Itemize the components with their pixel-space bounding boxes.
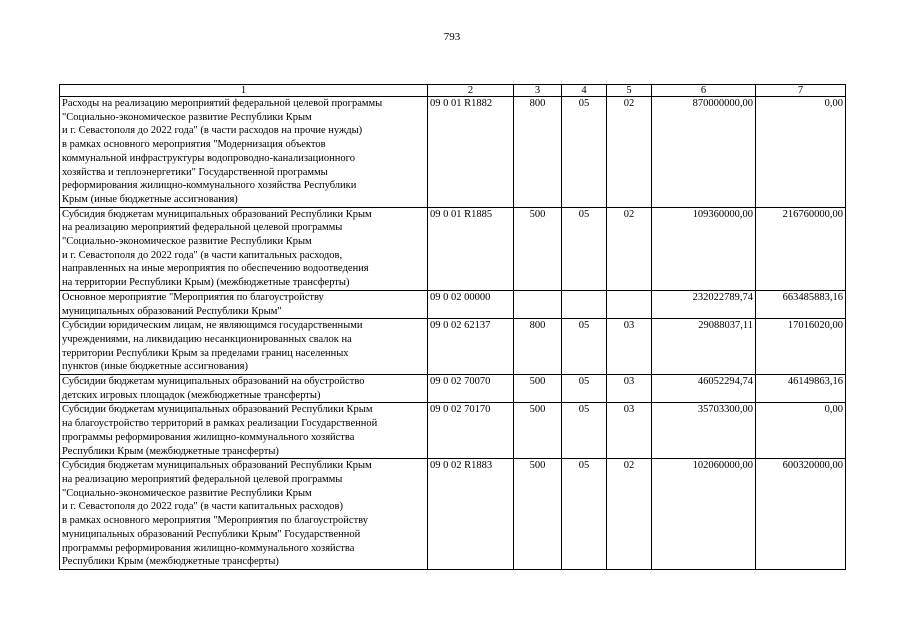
row-description: Субсидия бюджетам муниципальных образований Республики Крым на реализацию мероприятий федеральной целевой программы "Социально-экономическое развитие Республики Крым и г. Севастополя до 2022 года" (в части капитальных расходов) в рамках основного мероприятия "Мероприятия по благоустройству муниципальных образований Республики Крым" Государственной программы реформирования жилищно-коммунального хозяйства Республики Крым (межбюджетные трансферты) [60, 459, 428, 570]
column-header: 6 [652, 85, 756, 97]
row-subsection: 03 [607, 375, 652, 403]
table-row [60, 403, 846, 459]
row-description: Субсидии бюджетам муниципальных образований Республики Крым на благоустройство территорий в рамках реализации Государственной программы реформирования жилищно-коммунального хозяйства Республики Крым (межбюджетные трансферты) [60, 403, 428, 459]
column-header: 4 [562, 85, 607, 97]
row-expense-type: 800 [514, 319, 562, 375]
header-row [60, 85, 846, 97]
row-expense-type: 500 [514, 207, 562, 290]
table-row [60, 459, 846, 570]
row-amount-col6: 232022789,74 [652, 290, 756, 318]
column-header: 2 [428, 85, 514, 97]
row-amount-col6: 102060000,00 [652, 459, 756, 570]
row-subsection: 03 [607, 319, 652, 375]
row-amount-col7: 0,00 [756, 97, 846, 208]
row-subsection: 03 [607, 403, 652, 459]
row-section [562, 290, 607, 318]
column-header: 1 [60, 85, 428, 97]
row-expense-type: 800 [514, 97, 562, 208]
row-amount-col7: 216760000,00 [756, 207, 846, 290]
row-target-code: 09 0 02 70070 [428, 375, 514, 403]
budget-table [59, 84, 846, 570]
row-description: Субсидии юридическим лицам, не являющимся государственными учреждениями, на ликвидацию несанкционированных свалок на территории Республики Крым за пределами границ населенных пунктов (иные бюджетные ассигнования) [60, 319, 428, 375]
row-subsection [607, 290, 652, 318]
row-description: Субсидия бюджетам муниципальных образований Республики Крым на реализацию мероприятий федеральной целевой программы "Социально-экономическое развитие Республики Крым и г. Севастополя до 2022 года" (в части капитальных расходов, направленных на иные мероприятия по обеспечению водоотведения на территории Республики Крым) (межбюджетные трансферты) [60, 207, 428, 290]
row-expense-type: 500 [514, 403, 562, 459]
row-expense-type [514, 290, 562, 318]
row-target-code: 09 0 02 00000 [428, 290, 514, 318]
row-subsection: 02 [607, 459, 652, 570]
row-amount-col7: 663485883,16 [756, 290, 846, 318]
row-amount-col7: 600320000,00 [756, 459, 846, 570]
row-amount-col7: 17016020,00 [756, 319, 846, 375]
row-target-code: 09 0 02 62137 [428, 319, 514, 375]
table-row [60, 375, 846, 403]
row-expense-type: 500 [514, 459, 562, 570]
row-target-code: 09 0 01 R1885 [428, 207, 514, 290]
row-amount-col6: 29088037,11 [652, 319, 756, 375]
page-number: 793 [443, 31, 461, 43]
table-row [60, 290, 846, 318]
row-target-code: 09 0 02 R1883 [428, 459, 514, 570]
row-amount-col6: 870000000,00 [652, 97, 756, 208]
row-section: 05 [562, 403, 607, 459]
row-subsection: 02 [607, 97, 652, 208]
row-expense-type: 500 [514, 375, 562, 403]
table-row [60, 207, 846, 290]
table-row [60, 319, 846, 375]
row-amount-col6: 46052294,74 [652, 375, 756, 403]
row-target-code: 09 0 02 70170 [428, 403, 514, 459]
row-target-code: 09 0 01 R1882 [428, 97, 514, 208]
row-section: 05 [562, 319, 607, 375]
row-section: 05 [562, 207, 607, 290]
row-subsection: 02 [607, 207, 652, 290]
row-amount-col7: 46149863,16 [756, 375, 846, 403]
row-amount-col6: 109360000,00 [652, 207, 756, 290]
row-description: Субсидии бюджетам муниципальных образований на обустройство детских игровых площадок (межбюджетные трансферты) [60, 375, 428, 403]
row-section: 05 [562, 459, 607, 570]
column-header: 3 [514, 85, 562, 97]
row-section: 05 [562, 97, 607, 208]
column-header: 5 [607, 85, 652, 97]
table-row [60, 97, 846, 208]
row-description: Основное мероприятие "Мероприятия по благоустройству муниципальных образований Республики Крым" [60, 290, 428, 318]
column-header: 7 [756, 85, 846, 97]
row-section: 05 [562, 375, 607, 403]
row-amount-col7: 0,00 [756, 403, 846, 459]
row-description: Расходы на реализацию мероприятий федеральной целевой программы "Социально-экономическое развитие Республики Крым и г. Севастополя до 2022 года" (в части расходов на прочие нужды) в рамках основного мероприятия "Модернизация объектов коммунальной инфраструктуры водопроводно-канализационного хозяйства и теплоэнергетики" Государственной программы реформирования жилищно-коммунального хозяйства Республики Крым (иные бюджетные ассигнования) [60, 97, 428, 208]
row-amount-col6: 35703300,00 [652, 403, 756, 459]
